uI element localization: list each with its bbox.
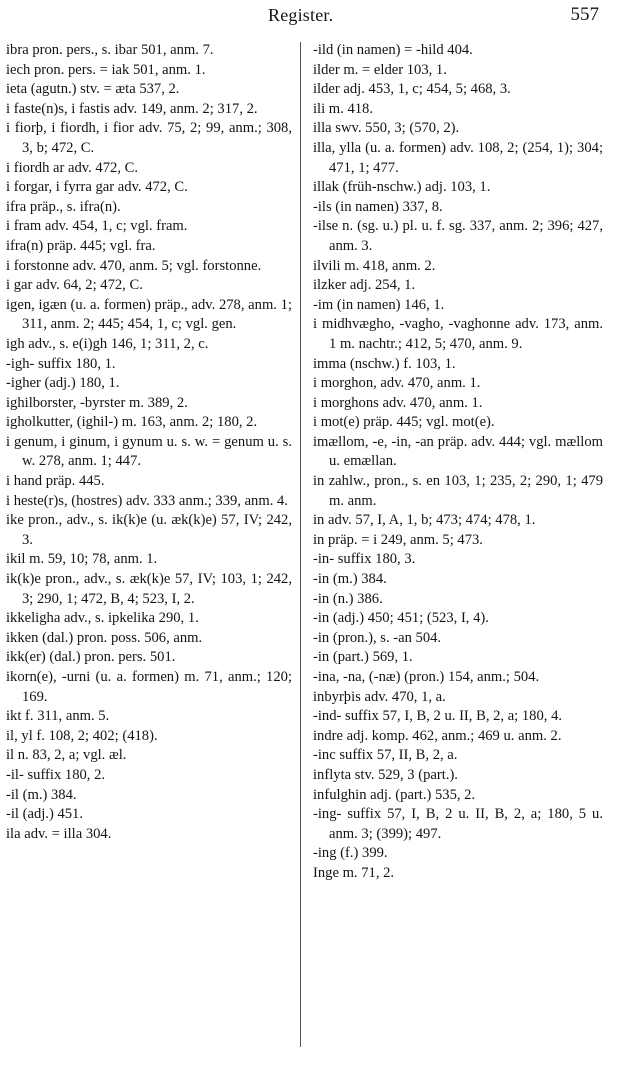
- index-entry: ikil m. 59, 10; 78, anm. 1.: [6, 551, 158, 568]
- index-entry: ikk(er) (dal.) pron. pers. 501.: [6, 649, 176, 666]
- index-entry: il, yl f. 108, 2; 402; (418).: [6, 727, 158, 744]
- index-entry: i faste(n)s, i fastis adv. 149, anm. 2; 317, 2.: [6, 100, 258, 117]
- page-header: [0, 4, 621, 30]
- index-entry: i mot(e) präp. 445; vgl. mot(e).: [313, 414, 495, 431]
- index-entry: ifra(n) präp. 445; vgl. fra.: [6, 237, 156, 254]
- index-entry: i hand präp. 445.: [6, 473, 105, 490]
- index-entry: i forstonne adv. 470, anm. 5; vgl. forstonne.: [6, 257, 262, 274]
- index-entry: -il- suffix 180, 2.: [6, 766, 106, 783]
- index-entry: i fram adv. 454, 1, c; vgl. fram.: [6, 218, 188, 235]
- index-entry: -inc suffix 57, II, B, 2, a.: [313, 747, 458, 764]
- index-entry: ieta (agutn.) stv. = æta 537, 2.: [6, 81, 180, 98]
- index-entry: ikken (dal.) pron. poss. 506, anm.: [6, 629, 203, 646]
- index-entry: -il (m.) 384.: [6, 786, 77, 803]
- index-entry: i heste(r)s, (hostres) adv. 333 anm.; 339, anm. 4.: [6, 492, 288, 509]
- index-entry: igholkutter, (ighil-) m. 163, anm. 2; 180, 2.: [6, 414, 258, 431]
- index-entry: ike pron., adv., s. ik(k)e (u. æk(k)e) 57, IV; 242, 3.: [6, 512, 292, 548]
- index-entry: -ing (f.) 399.: [313, 845, 388, 862]
- index-entry: -ils (in namen) 337, 8.: [313, 198, 443, 215]
- index-entry: in zahlw., pron., s. en 103, 1; 235, 2; 290, 1; 479 m. anm.: [313, 473, 603, 509]
- index-entry: inbyrþis adv. 470, 1, a.: [313, 688, 446, 705]
- index-entry: i fiordh ar adv. 472, C.: [6, 159, 138, 176]
- index-entry: ikt f. 311, anm. 5.: [6, 708, 110, 725]
- index-entry: ikorn(e), -urni (u. a. formen) m. 71, anm.; 120; 169.: [6, 669, 292, 705]
- index-entry: ilder adj. 453, 1, c; 454, 5; 468, 3.: [313, 81, 511, 98]
- index-entry: -in (pron.), s. -an 504.: [313, 629, 442, 646]
- index-entry: i morghons adv. 470, anm. 1.: [313, 394, 483, 411]
- index-entry: i midhvægho, -vagho, -vaghonne adv. 173, anm. 1 m. nachtr.; 412, 5; 470, anm. 9.: [313, 316, 603, 352]
- index-entry: illa, ylla (u. a. formen) adv. 108, 2; (254, 1); 304; 471, 1; 477.: [313, 139, 603, 176]
- page-number: 557: [570, 4, 599, 25]
- index-entry: -il (adj.) 451.: [6, 806, 84, 823]
- index-entry: ifra präp., s. ifra(n).: [6, 198, 121, 215]
- index-entry: -in (n.) 386.: [313, 590, 383, 607]
- index-entry: ilvili m. 418, anm. 2.: [313, 257, 436, 274]
- index-entry: in präp. = i 249, anm. 5; 473.: [313, 531, 483, 548]
- index-entry: i forgar, i fyrra gar adv. 472, C.: [6, 179, 188, 196]
- index-entry: i morghon, adv. 470, anm. 1.: [313, 375, 481, 392]
- index-entry: igen, igæn (u. a. formen) präp., adv. 278, anm. 1; 311, anm. 2; 445; 454, 1, c; vgl. gen.: [6, 296, 292, 333]
- index-entry: i genum, i ginum, i gynum u. s. w. = genum u. s. w. 278, anm. 1; 447.: [6, 433, 292, 470]
- index-entry: ila adv. = illa 304.: [6, 825, 112, 842]
- index-entry: -ina, -na, (-næ) (pron.) 154, anm.; 504.: [313, 669, 540, 685]
- index-entry: ilzker adj. 254, 1.: [313, 277, 416, 294]
- index-entry: -igher (adj.) 180, 1.: [6, 375, 120, 392]
- index-entry: illak (früh-nschw.) adj. 103, 1.: [313, 179, 491, 196]
- index-entry: inflyta stv. 529, 3 (part.).: [313, 766, 458, 783]
- index-entry: imma (nschw.) f. 103, 1.: [313, 355, 456, 372]
- index-entry: in adv. 57, I, A, 1, b; 473; 474; 478, 1.: [313, 512, 536, 529]
- index-entry: -ind- suffix 57, I, B, 2 u. II, B, 2, a; 180, 4.: [313, 708, 563, 725]
- index-entry: infulghin adj. (part.) 535, 2.: [313, 786, 476, 803]
- index-entry: -in (adj.) 450; 451; (523, I, 4).: [313, 610, 489, 627]
- index-entry: imællom, -e, -in, -an präp. adv. 444; vgl. mællom u. emællan.: [313, 433, 603, 470]
- left-column: [6, 41, 292, 844]
- index-entry: illa swv. 550, 3; (570, 2).: [313, 120, 460, 137]
- index-entry: indre adj. komp. 462, anm.; 469 u. anm. 2.: [313, 727, 562, 744]
- index-entry: ibra pron. pers., s. ibar 501, anm. 7.: [6, 42, 214, 58]
- index-entry: -in- suffix 180, 3.: [313, 551, 416, 568]
- right-column: [313, 41, 603, 884]
- index-entry: ik(k)e pron., adv., s. æk(k)e 57, IV; 103, 1; 242, 3; 290, 1; 472, B, 4; 523, I, 2.: [6, 571, 292, 607]
- index-entry: -ilse n. (sg. u.) pl. u. f. sg. 337, anm. 2; 396; 427, anm. 3.: [313, 218, 603, 254]
- running-head-title: Register.: [268, 5, 334, 25]
- index-entry: -in (m.) 384.: [313, 571, 387, 588]
- index-entry: -igh- suffix 180, 1.: [6, 355, 116, 372]
- index-entry: Inge m. 71, 2.: [313, 864, 395, 881]
- index-entry: i fiorþ, i fiordh, i fior adv. 75, 2; 99, anm.; 308, 3, b; 472, C.: [6, 120, 292, 156]
- column-divider: [300, 42, 301, 1047]
- index-entry: -ild (in namen) = -hild 404.: [313, 42, 473, 58]
- index-entry: iech pron. pers. = iak 501, anm. 1.: [6, 61, 206, 78]
- index-entry: ikkeligha adv., s. ipkelika 290, 1.: [6, 610, 199, 627]
- index-entry: il n. 83, 2, a; vgl. æl.: [6, 747, 127, 764]
- index-entry: ighilborster, -byrster m. 389, 2.: [6, 394, 188, 411]
- index-entry: ilder m. = elder 103, 1.: [313, 61, 447, 78]
- index-entry: -im (in namen) 146, 1.: [313, 296, 445, 313]
- index-entry: igh adv., s. e(i)gh 146, 1; 311, 2, c.: [6, 335, 209, 352]
- index-entry: i gar adv. 64, 2; 472, C.: [6, 277, 143, 294]
- index-entry: -in (part.) 569, 1.: [313, 649, 413, 666]
- index-entry: ili m. 418.: [313, 100, 373, 117]
- index-entry: -ing- suffix 57, I, B, 2 u. II, B, 2, a; 180, 5 u. anm. 3; (399); 497.: [313, 806, 603, 842]
